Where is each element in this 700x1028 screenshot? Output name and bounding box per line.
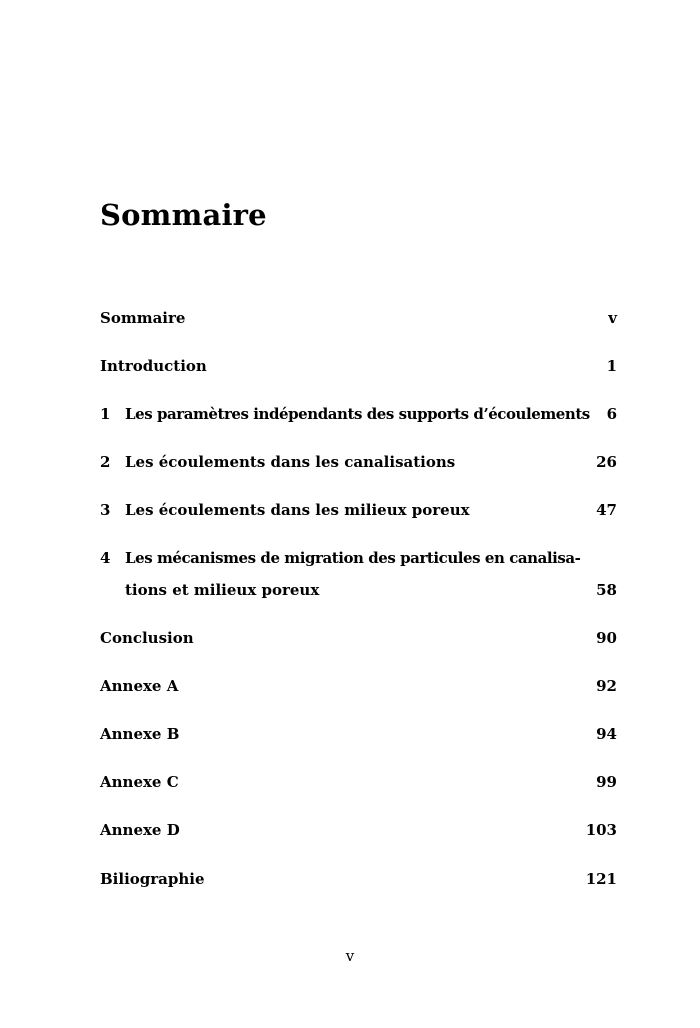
- toc-entry-page: 47: [596, 501, 617, 519]
- toc-entry-label: Les écoulements dans les canalisations: [125, 453, 456, 471]
- toc-entry-label: Les paramètres indépendants des supports d’écoulements: [125, 405, 590, 423]
- toc-entry-page: 6: [606, 405, 617, 423]
- toc-entry-page: 92: [596, 677, 617, 695]
- page-number-footer: v: [345, 947, 355, 965]
- toc-entry-page: 58: [596, 581, 617, 599]
- toc-entry-page: 26: [596, 453, 617, 471]
- toc-entry-page: 94: [596, 725, 617, 743]
- toc-entry-label: Conclusion: [100, 629, 194, 647]
- toc-entry-label: Introduction: [100, 357, 207, 375]
- toc-entry-page: 121: [585, 870, 617, 888]
- toc-entry-label: Biliographie: [100, 870, 205, 888]
- toc-entry-chapter-4[interactable]: [100, 548, 617, 602]
- toc-entry-label: Annexe C: [100, 773, 179, 791]
- toc-entry-label: Les écoulements dans les milieux poreux: [125, 501, 470, 519]
- toc-entry-number: 1: [100, 405, 111, 423]
- toc-entry-label-continued: tions et milieux poreux: [125, 581, 320, 599]
- toc-entry-number: 2: [100, 453, 111, 471]
- toc-entry-page: 90: [596, 629, 617, 647]
- toc-entry-label: Annexe B: [100, 725, 180, 743]
- toc-entry-number: 4: [100, 549, 111, 567]
- toc-entry-page: 103: [585, 821, 617, 839]
- toc-entry-number: 3: [100, 501, 111, 519]
- toc-entry-label: Annexe A: [100, 677, 179, 695]
- toc-entry-page: 1: [606, 357, 617, 375]
- toc-entry-page: 99: [596, 773, 617, 791]
- toc-entry-label: Les mécanismes de migration des particules en canalisa-: [125, 549, 581, 567]
- toc-entry-label: Sommaire: [100, 309, 186, 327]
- page-title: Sommaire: [100, 198, 267, 232]
- toc-entry-page: v: [608, 309, 617, 327]
- toc-entry-label: Annexe D: [100, 821, 180, 839]
